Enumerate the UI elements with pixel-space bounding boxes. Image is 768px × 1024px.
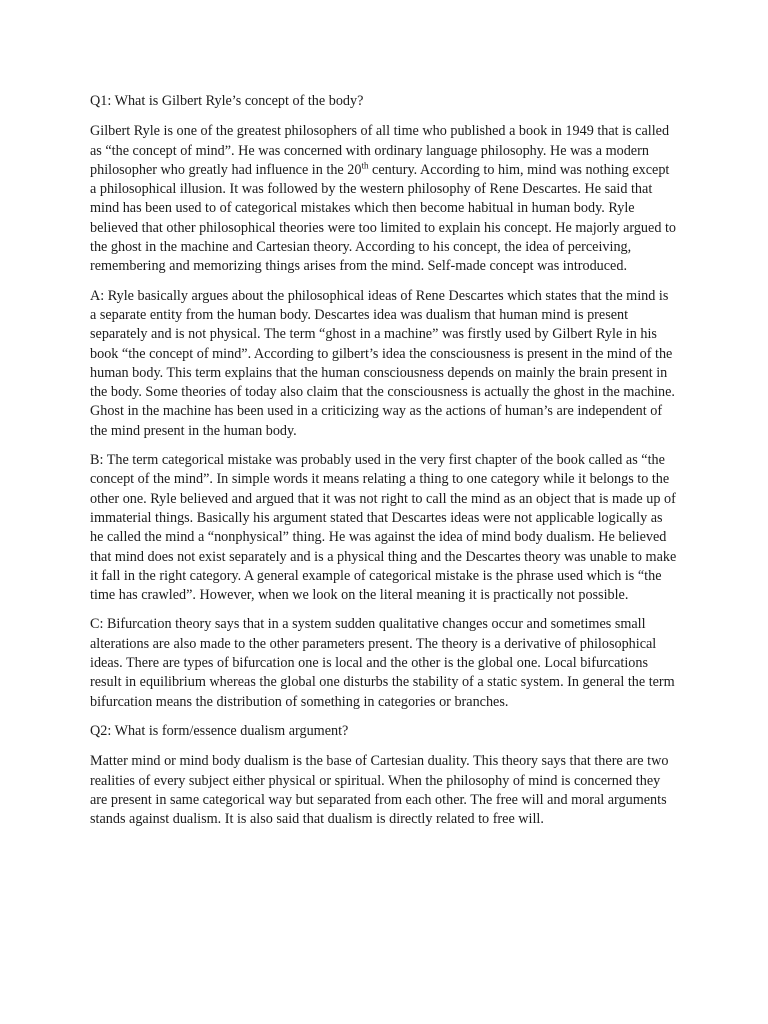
ordinal-suffix: th	[361, 160, 369, 171]
answer-c-paragraph: C: Bifurcation theory says that in a system sudden qualitative changes occur and sometimes small alterations are also made to the other parameters present. The theory is a derivative of philosophical ideas. There are types of bifurcation one is local and the other is the global one. Local bifurcations result in equilibrium whereas the global one disturbs the stability of a static system. In general the term bifurcation means the distribution of something in categories or branches.	[90, 616, 675, 710]
question-2-heading: Q2: What is form/essence dualism argument?	[90, 722, 349, 739]
intro-text-start: Gilbert Ryle is one of the greatest philosophers of all time who published a book in 1949 that is called as “the concept of mind”. He was concerned with ordinary language philosophy. He was a modern philosopher who greatly had influence in the 20	[90, 123, 670, 178]
intro-paragraph	[90, 122, 678, 276]
intro-text-end: century. According to him, mind was nothing except a philosophical illusion. It was followed by the western philosophy of Rene Descartes. He said that mind has been used to of categorical mistakes which then become habitual in human body. Ryle believed that other philosophical theories were too limited to explain his concept. He majorly argued to the ghost in the machine and Cartesian theory. According to his concept, the idea of perceiving, remembering and memorizing things arises from the mind. Self-made concept was introduced.	[90, 161, 676, 275]
answer-a-paragraph: A: Ryle basically argues about the philosophical ideas of Rene Descartes which states that the mind is a separate entity from the human body. Descartes idea was dualism that human mind is present separately and is not physical. The term “ghost in a machine” was firstly used by Gilbert Ryle in his book “the concept of mind”. According to gilbert’s idea the consciousness is present in the mind of the human body. This term explains that the human consciousness depends on mainly the brain present in the body. Some theories of today also claim that the consciousness is actually the ghost in the machine. Ghost in the machine has been used in a criticizing way as the actions of human’s are independent of the mind present in the human body.	[90, 287, 675, 439]
document-body	[90, 92, 678, 839]
answer-b-paragraph: B: The term categorical mistake was probably used in the very first chapter of the book called as “the concept of the mind”. In simple words it means relating a thing to one category while it belongs to the other one. Ryle believed and argued that it was not right to call the mind as an object that is made up of immaterial things. Basically his argument stated that Descartes ideas were not applicable logically as he called the mind a “nonphysical” thing. He was against the idea of mind body dualism. He believed that mind does not exist separately and is a physical thing and the Descartes theory was unable to make it fall in the right category. A general example of categorical mistake is the phrase used which is “the time has crawled”. However, when we look on the literal meaning it is practically not possible.	[90, 452, 677, 604]
question-2-answer: Matter mind or mind body dualism is the base of Cartesian duality. This theory says that there are two realities of every subject either physical or spiritual. When the philosophy of mind is concerned they are present in same categorical way but separated from each other. The free will and moral arguments stands against dualism. It is also said that dualism is directly related to free will.	[90, 753, 669, 828]
question-1-heading: Q1: What is Gilbert Ryle’s concept of the body?	[90, 93, 364, 109]
